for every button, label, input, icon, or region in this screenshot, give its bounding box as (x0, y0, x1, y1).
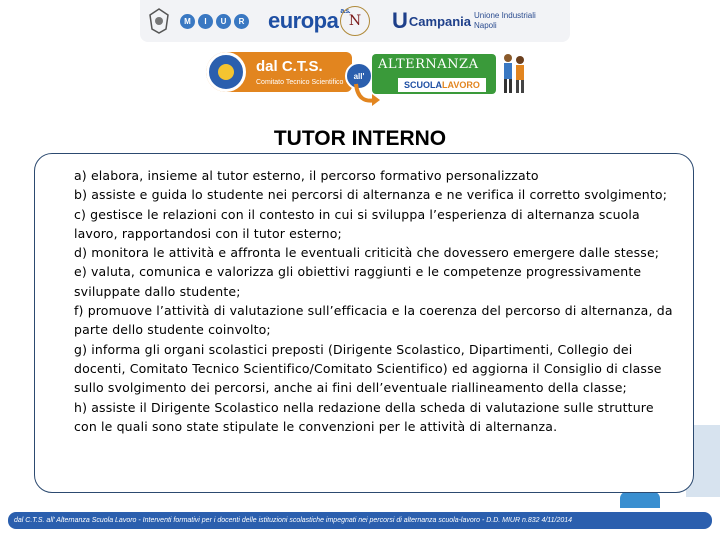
unione-industriali-logo: Unione Industriali Napoli (474, 11, 536, 30)
alternanza-banner-title: ALTERNANZA (378, 57, 479, 72)
list-item: h) assiste il Dirigente Scolastico nella redazione della scheda di valutazione sulle strutture con le quali sono state stipulate le convenzioni per le attività di alternanza. (74, 399, 654, 434)
miur-letter: R (234, 14, 249, 29)
responsibilities-list (74, 166, 673, 436)
cts-puzzle-icon (206, 52, 246, 92)
miur-letter: M (180, 14, 195, 29)
list-item: c) gestisce le relazioni con il contesto in cui si sviluppa l’esperienza di alternanza scuola lavoro, rapportandosi con il tutor esterno; (74, 206, 640, 241)
list-item: d) monitora le attività e affronta le eventuali criticità che dovessero emergere dalle stesse; (74, 245, 660, 261)
slide-title: TUTOR INTERNO (273, 127, 447, 150)
cts-banner-subtitle: Comitato Tecnico Scientifico (256, 79, 344, 86)
campania-logo-text: Campania (408, 13, 472, 29)
europa-logo-sup: a.s. (340, 8, 351, 15)
europa-logo (268, 4, 350, 38)
list-item: e) valuta, comunica e valorizza gli obiettivi raggiunti e le competenze progressivamente sviluppate dallo studente; (74, 264, 642, 299)
italian-republic-emblem-icon (148, 4, 170, 38)
alt-sub-work: LAVORO (442, 80, 480, 90)
university-seal-icon: N (340, 6, 370, 36)
content-box (34, 153, 694, 493)
europa-logo-text: europa (268, 8, 339, 33)
miur-letter: I (198, 14, 213, 29)
campania-logo (392, 4, 471, 38)
connector-badge: all' (345, 62, 373, 90)
alternanza-banner-subtitle (398, 78, 486, 92)
miur-logo (180, 4, 249, 38)
cts-banner-title: dal C.T.S. (256, 58, 323, 75)
students-illustration-icon (500, 52, 528, 96)
miur-letter: U (216, 14, 231, 29)
list-item: f) promuove l’attività di valutazione sull’efficacia e la coerenza del percorso di alternanza, da parte dello studente coinvolto; (74, 303, 673, 338)
alt-sub-school: SCUOLA (404, 80, 442, 90)
list-item: g) informa gli organi scolastici preposti (Dirigente Scolastico, Dipartimenti, Collegio dei docenti, Comitato Tecnico Scientifico/Comitato Scientifico) ed aggiorna il Consiglio di classe sullo svolgimento dei percorsi, anche ai fini dell’eventuale riallineamento della classe; (74, 341, 662, 396)
campania-logo-initial: U (392, 8, 408, 33)
list-item: b) assiste e guida lo studente nei percorsi di alternanza e ne verifica il corretto svolgimento; (74, 187, 668, 203)
list-item: a) elabora, insieme al tutor esterno, il percorso formativo personalizzato (74, 168, 539, 183)
footer-banner: dal C.T.S. all’ Alternanza Scuola Lavoro - Interventi formativi per i docenti delle istituzioni scolastiche impegnati nei percorsi di alternanza scuola-lavoro - D.D. MIUR n.832 4/11/2014 (8, 512, 712, 529)
